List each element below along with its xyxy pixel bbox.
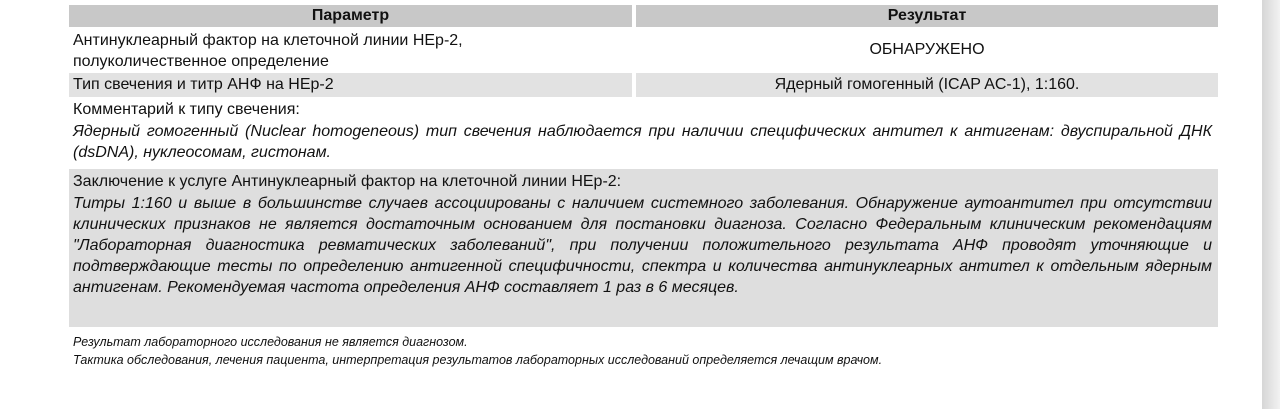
result-cell: ОБНАРУЖЕНО: [869, 41, 985, 58]
conclusion-text: Титры 1:160 и выше в большинстве случаев ассоциированы с наличием системного заболевания. Обнаружение аутоантител при отсутствии клинических признаков не является достаточным основанием для постановки диагноза. Согласно Федеральным клиническим рекомендациям "Лабораторная диагностика ревматических заболеваний", при получении положительного результата АНФ проводят уточняющие и подтверждающие тесты по определению антигенной специфичности, спектра и количества антинуклеарных антител к отдельным ядерным антигенам. Рекомендуемая частота определения АНФ составляет 1 раз в 6 месяцев.: [73, 195, 1212, 296]
header-parameter: Параметр: [311, 7, 390, 24]
table-row: [69, 73, 1218, 97]
conclusion-title: Заключение к услуге Антинуклеарный фактор на клеточной линии НЕр-2:: [73, 173, 622, 190]
parameter-line: полуколичественное определение: [73, 53, 329, 70]
conclusion-block: [69, 169, 1218, 327]
header-result: Результат: [887, 7, 967, 24]
results-table: [69, 5, 1218, 327]
table-header: [69, 5, 1218, 27]
parameter-cell: Тип свечения и титр АНФ на НЕр-2: [73, 76, 334, 93]
parameter-cell: [69, 27, 632, 73]
table-row: [69, 27, 1218, 73]
footnote-line: Результат лабораторного исследования не является диагнозом.: [73, 335, 468, 349]
parameter-line: Антинуклеарный фактор на клеточной линии НЕр-2,: [73, 32, 463, 49]
footnotes: [73, 333, 1173, 369]
result-cell: Ядерный гомогенный (ICAP AC-1), 1:160.: [774, 76, 1080, 93]
comment-block: [69, 97, 1218, 169]
comment-title: Комментарий к типу свечения:: [73, 101, 300, 118]
window-edge: [1262, 0, 1280, 409]
footnote-line: Тактика обследования, лечения пациента, интерпретация результатов лабораторных исследований определяется лечащим врачом.: [73, 353, 883, 367]
comment-text: Ядерный гомогенный (Nuclear homogeneous) тип свечения наблюдается при наличии специфических антител к антигенам: двуспиральной ДНК (dsDNA), нуклеосомам, гистонам.: [73, 123, 1212, 161]
